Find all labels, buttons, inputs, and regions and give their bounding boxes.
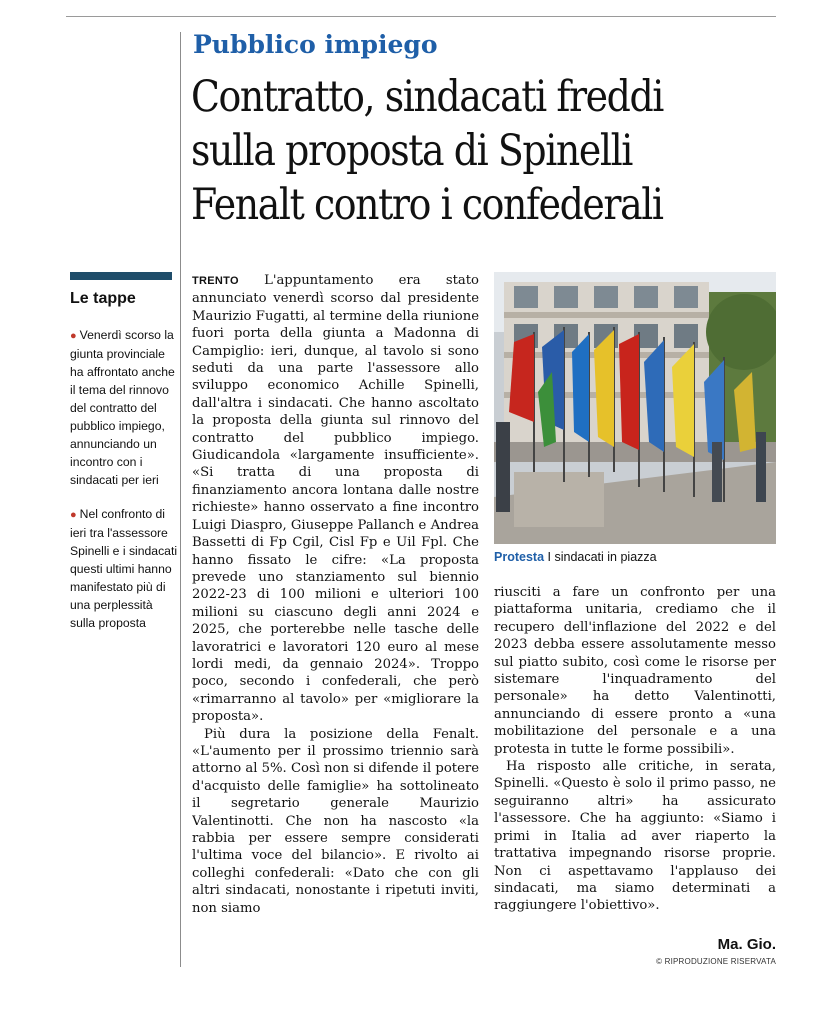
headline-line: Fenalt contro i confederali [191, 180, 663, 230]
bullet-icon: ● [70, 330, 77, 342]
sidebar-item [70, 326, 178, 489]
dateline: TRENTO [192, 275, 239, 287]
sidebar-list [70, 326, 178, 648]
article-headline [191, 70, 728, 232]
photo-illustration [494, 272, 776, 544]
column-divider [180, 32, 181, 967]
bullet-icon: ● [70, 509, 77, 521]
sidebar-item-text: Venerdì scorso la giunta provinciale ha affrontato anche il tema del rinnovo del contratto del pubblico impiego, annunciando un incontro con i sindacati per ieri [70, 328, 175, 487]
caption-label: Protesta [494, 550, 545, 564]
body-paragraph-text: L'appuntamento era stato annunciato venerdì scorso dal presidente Maurizio Fugatti, al termine della riunione fuori porta della giunta a Madonna di Campiglio: ieri, dunque, al tavolo si sono seduti da una parte l'assessore allo sviluppo economico Achille Spinelli, dall'altra i sindacati. Che hanno ascoltato la proposta della giunta sul rinnovo del contratto del pubblico impiego. Giudicandola «largamente insufficiente». «Si tratta di una proposta di finanziamento ancora lontana dalle nostre richieste» hanno osservato a fine incontro Luigi Diaspro, Giuseppe Pallanch e Andrea Bassetti di Fp Cgil, Cisl Fp e Uil Fpl. Che hanno fissato le cifre: «La proposta prevede uno stanziamento sul biennio 2022-23 di 100 milioni e ulteriori 100 milioni su ciascuno degli anni 2024 e 2025, che porterebbe nelle tasche delle lavoratrici e lavoratori 120 euro al mese lordi medi, da gennaio 2024». Troppo poco, secondo i confederali, che però «rimarranno al tavolo» per «migliorare la proposta». [192, 273, 479, 725]
article-kicker: Pubblico impiego [193, 30, 438, 59]
byline: Ma. Gio. [717, 936, 776, 953]
top-rule [66, 16, 776, 17]
article-body-column-1 [192, 272, 479, 967]
body-paragraph: Ha risposto alle critiche, in serata, Spinelli. «Questo è solo il primo passo, ne seguiranno altri» ha assicurato l'assessore. Che ha aggiunto: «Siamo i primi in Italia ad aver riaperto la trattativa impegnando risorse proprie. Non ci aspettavamo l'applauso dei sindacati, ma siamo determinati a raggiungere l'obiettivo». [494, 759, 776, 914]
sidebar-title: Le tappe [70, 290, 136, 307]
protest-photo [494, 272, 776, 544]
sidebar-item-text: Nel confronto di ieri tra l'assessore Spinelli e i sindacati questi ultimi hanno manifestato più di una perplessità sulla proposta [70, 507, 178, 630]
body-paragraph: Più dura la posizione della Fenalt. «L'aumento per il prossimo triennio sarà attorno al 5%. Così non si difende il potere d'acquisto delle famiglie» ha sottolineato il segretario generale Maurizio Valentinotti. Che non ha nascosto «la rabbia per essere sempre considerati l'ultima voce del bilancio». E rivolto ai colleghi confederali: «Dato che con gli altri sindacati, nonostante i ripetuti inviti, non siamo [192, 726, 479, 916]
headline-line: Contratto, sindacati freddi [191, 72, 663, 122]
sidebar-item [70, 505, 178, 632]
caption-text: I sindacati in piazza [547, 550, 657, 564]
article-body-column-2 [494, 584, 776, 934]
body-paragraph: riusciti a fare un confronto per una piattaforma unitaria, crediamo che il recupero dell'inflazione del 2022 e del 2023 debba essere assolutamente messo sul piatto subito, così come le risorse per sistemare l'inquadramento del personale» ha detto Valentinotti, annunciando di essere pronto a «una mobilitazione del personale e a una protesta in tutte le forme possibili». [494, 585, 776, 757]
photo-caption [494, 550, 657, 564]
copyright-notice: © RIPRODUZIONE RISERVATA [656, 957, 776, 966]
headline-line: sulla proposta di Spinelli [191, 126, 632, 176]
body-paragraph [192, 272, 479, 726]
sidebar-accent-bar [70, 272, 172, 280]
